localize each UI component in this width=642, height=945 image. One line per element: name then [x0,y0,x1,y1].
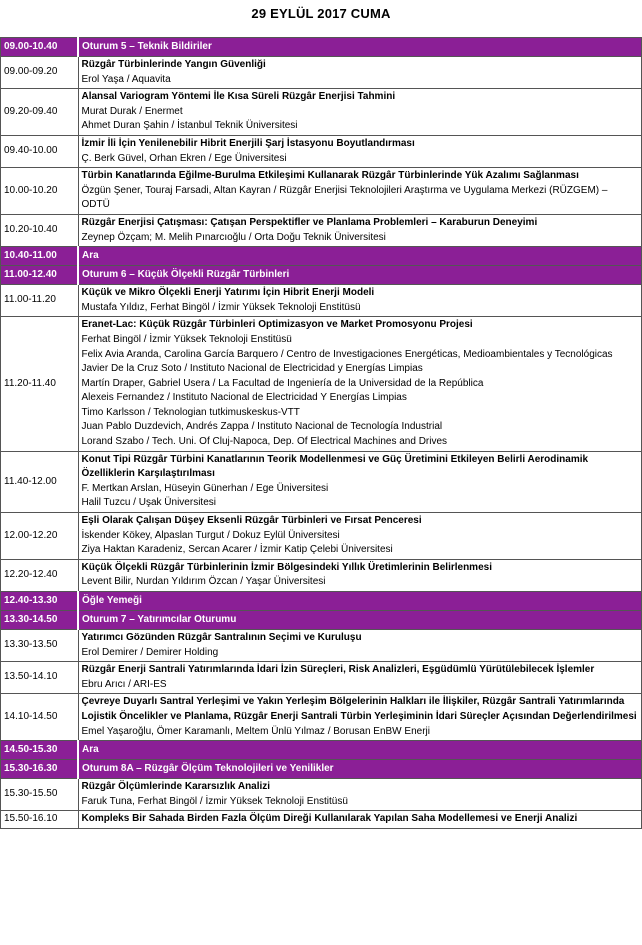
talk-authors: Javier De la Cruz Soto / Instituto Nacional de Electricidad y Energías Limpias [81,363,423,375]
talk-details [78,662,642,694]
talk-title: Konut Tipi Rüzgâr Türbini Kanatlarının Teorik Modellenmesi ve Güç Üretimini Etkileyen Belirli Aerodinamik Özelliklerin Karşılaştırılması [81,453,589,480]
time-slot: 09.40-10.00 [1,135,79,167]
session-label: Oturum 8A – Rüzgâr Ölçüm Teknolojileri ve Yenilikler [78,760,642,779]
session-label: Ara [78,741,642,760]
session-header-row [1,611,642,630]
talk-details [78,779,642,811]
talk-row [1,513,642,560]
session-header-row [1,592,642,611]
time-slot: 09.20-09.40 [1,89,79,136]
talk-authors: İskender Kökey, Alpaslan Turgut / Dokuz Eylül Üniversitesi [81,529,340,541]
time-slot: 14.50-15.30 [1,741,79,760]
time-slot: 10.00-10.20 [1,168,79,215]
time-slot: 11.00-11.20 [1,285,79,317]
time-slot: 14.10-14.50 [1,694,79,741]
time-slot: 11.00-12.40 [1,266,79,285]
talk-authors: Levent Bilir, Nurdan Yıldırım Özcan / Yaşar Üniversitesi [81,576,326,588]
time-slot: 12.00-12.20 [1,513,79,560]
talk-authors: Lorand Szabo / Tech. Uni. Of Cluj-Napoca, Dep. Of Electrical Machines and Drives [81,436,448,448]
session-label: Oturum 7 – Yatırımcılar Oturumu [78,611,642,630]
talk-details [78,694,642,741]
talk-row [1,89,642,136]
talk-details [78,89,642,136]
talk-authors: Felix Avia Aranda, Carolina García Barquero / Centro de Investigaciones Energéticas, Medioambientales y Tecnológicas [81,348,613,360]
talk-row [1,662,642,694]
talk-authors: Emel Yaşaroğlu, Ömer Karamanlı, Meltem Ünlü Yılmaz / Borusan EnBW Enerji [81,725,430,737]
talk-authors: Martín Draper, Gabriel Usera / La Facultad de Ingeniería de la Universidad de la República [81,377,484,389]
time-slot: 11.20-11.40 [1,317,79,451]
talk-authors: Halil Tuzcu / Uşak Üniversitesi [81,497,216,509]
talk-authors: Zeynep Özçam; M. Melih Pınarcıoğlu / Orta Doğu Teknik Üniversitesi [81,231,386,243]
time-slot: 10.20-10.40 [1,214,79,246]
talk-authors: Erol Yaşa / Aquavita [81,73,171,85]
talk-authors: Timo Karlsson / Teknologian tutkimuskeskus-VTT [81,406,300,418]
talk-title: Rüzgâr Türbinlerinde Yangın Güvenliği [81,59,266,70]
talk-authors: Alexeis Fernandez / Instituto Nacional de Electricidad Y Energías Limpias [81,392,407,404]
talk-authors: Özgün Şener, Touraj Farsadi, Altan Kayran / Rüzgâr Enerjisi Teknolojileri Araştırma ve Uygulama Merkezi (RÜZGEM) – ODTÜ [81,184,608,211]
talk-authors: Ç. Berk Güvel, Orhan Ekren / Ege Üniversitesi [81,152,287,164]
talk-authors: Juan Pablo Duzdevich, Andrés Zappa / Instituto Nacional de Tecnología Industrial [81,421,443,433]
talk-row [1,214,642,246]
talk-title: Küçük ve Mikro Ölçekli Enerji Yatırımı İçin Hibrit Enerji Modeli [81,287,375,299]
talk-details [78,135,642,167]
time-slot: 15.30-15.50 [1,779,79,811]
talk-details [78,168,642,215]
time-slot: 13.30-14.50 [1,611,79,630]
talk-authors: Erol Demirer / Demirer Holding [81,646,219,658]
time-slot: 12.40-13.30 [1,592,79,611]
talk-authors: Ahmet Duran Şahin / İstanbul Teknik Üniversitesi [81,120,298,132]
talk-authors: Ebru Arıcı / ARI-ES [81,678,167,690]
time-slot: 15.30-16.30 [1,760,79,779]
talk-authors: Faruk Tuna, Ferhat Bingöl / İzmir Yüksek Teknoloji Enstitüsü [81,795,348,807]
talk-authors: Mustafa Yıldız, Ferhat Bingöl / İzmir Yüksek Teknoloji Enstitüsü [81,301,361,313]
talk-authors: Ferhat Bingöl / İzmir Yüksek Teknoloji Enstitüsü [81,333,292,345]
talk-title: Rüzgâr Ölçümlerinde Kararsızlık Analizi [81,781,271,793]
schedule-body [1,38,642,829]
talk-title: Kompleks Bir Sahada Birden Fazla Ölçüm Direği Kullanılarak Yapılan Saha Modellemesi ve Enerji Analizi [81,813,578,825]
talk-details [78,214,642,246]
talk-row [1,630,642,662]
talk-details [78,285,642,317]
time-slot: 11.40-12.00 [1,451,79,512]
talk-details [78,630,642,662]
session-header-row [1,38,642,57]
talk-details [78,559,642,591]
talk-row [1,451,642,512]
time-slot: 12.20-12.40 [1,559,79,591]
time-slot: 09.00-10.40 [1,38,79,57]
talk-title: Küçük Ölçekli Rüzgâr Türbinlerinin İzmir Bölgesindeki Yıllık Üretimlerinin Belirlenmesi [81,561,492,573]
time-slot: 13.50-14.10 [1,662,79,694]
session-header-row [1,741,642,760]
talk-details [78,513,642,560]
session-header-row [1,760,642,779]
talk-title: Eşli Olarak Çalışan Düşey Eksenli Rüzgâr Türbinleri ve Fırsat Penceresi [81,515,422,527]
session-header-row [1,247,642,266]
time-slot: 09.00-09.20 [1,57,79,89]
talk-row [1,57,642,89]
talk-row [1,811,642,829]
session-label: Oturum 5 – Teknik Bildiriler [78,38,642,57]
time-slot: 15.50-16.10 [1,811,79,829]
talk-details [78,451,642,512]
session-header-row [1,266,642,285]
talk-row [1,135,642,167]
talk-details [78,57,642,89]
talk-title: Rüzgâr Enerjisi Çatışması: Çatışan Perspektifler ve Planlama Problemleri – Karaburun Deneyimi [81,216,538,228]
talk-title: Rüzgâr Enerji Santrali Yatırımlarında İdari İzin Süreçleri, Risk Analizleri, Eşgüdümlü Yürütülebilecek İşlemler [81,664,595,676]
talk-authors: F. Mertkan Arslan, Hüseyin Günerhan / Ege Üniversitesi [81,482,329,494]
talk-title: Eranet-Lac: Küçük Rüzgâr Türbinleri Optimizasyon ve Market Promosyonu Projesi [81,319,473,331]
talk-row [1,694,642,741]
talk-title: İzmir İli İçin Yenilenebilir Hibrit Enerjili Şarj İstasyonu Boyutlandırması [81,137,415,149]
talk-authors: Ziya Haktan Karadeniz, Sercan Acarer / İzmir Katip Çelebi Üniversitesi [81,544,393,556]
time-slot: 10.40-11.00 [1,247,79,266]
talk-title: Türbin Kanatlarında Eğilme-Burulma Etkileşimi Kullanarak Rüzgâr Türbinlerinde Yük Azalımı Sağlanması [81,170,579,182]
talk-row [1,317,642,451]
talk-authors: Murat Durak / Enermet [81,105,183,117]
talk-title: Alansal Variogram Yöntemi İle Kısa Süreli Rüzgâr Enerjisi Tahmini [81,91,396,103]
session-label: Öğle Yemeği [78,592,642,611]
schedule-table [0,37,642,829]
talk-row [1,779,642,811]
talk-row [1,285,642,317]
talk-row [1,559,642,591]
talk-title: Çevreye Duyarlı Santral Yerleşimi ve Yakın Yerleşim Bölgelerinin Halkları ile İlişkiler, Rüzgâr Santrali Yatırımlarında Lojistik Öncelikler ve Planlama, Rüzgâr Enerji Santrali Türbin Yerleşiminin İdari Süreçler Açısından Değerlendirilmesi [81,696,637,722]
session-label: Oturum 6 – Küçük Ölçekli Rüzgâr Türbinleri [78,266,642,285]
talk-details [78,317,642,451]
page-title: 29 EYLÜL 2017 CUMA [251,6,391,21]
talk-row [1,168,642,215]
talk-details [78,811,642,829]
talk-title: Yatırımcı Gözünden Rüzgâr Santralının Seçimi ve Kuruluşu [81,632,362,643]
time-slot: 13.30-13.50 [1,630,79,662]
session-label: Ara [78,247,642,266]
